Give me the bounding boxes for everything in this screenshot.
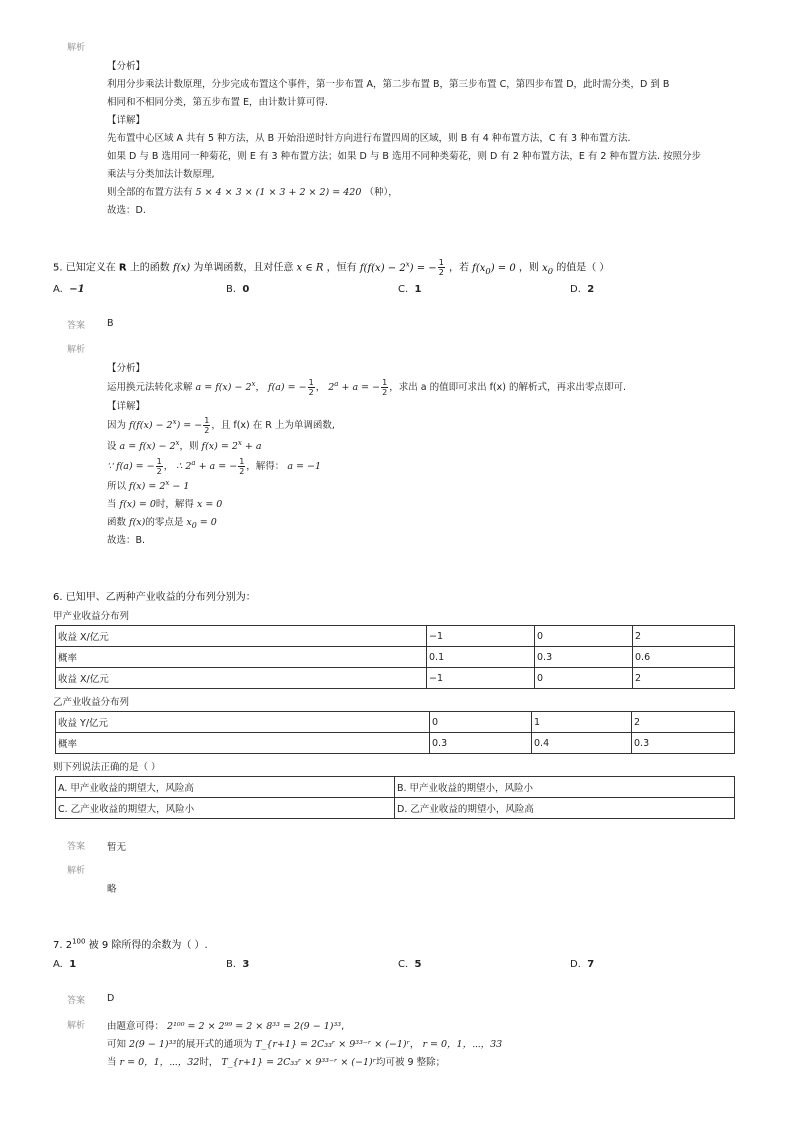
numerator: 1 — [308, 378, 314, 387]
subscript: 0 — [547, 265, 554, 276]
part: f(x) = 2 — [201, 441, 238, 452]
formula: 2¹⁰⁰ = 2 × 2⁹⁹ = 2 × 8³³ = 2(9 − 1)³³ — [167, 1021, 342, 1032]
formula — [542, 263, 553, 274]
option-value: 1 — [69, 959, 77, 970]
exponent: x — [251, 379, 256, 388]
text: ，恒有 — [326, 262, 357, 274]
denominator: 2 — [204, 426, 210, 435]
part: x — [542, 262, 548, 274]
text: 可知 — [107, 1039, 127, 1050]
table-cell: 0.6 — [633, 647, 735, 668]
text: 由题意可得： — [107, 1021, 165, 1032]
option-value: 1 — [414, 284, 422, 295]
option-d[interactable] — [570, 284, 594, 295]
detail-line — [107, 478, 189, 492]
text: ，解得： — [246, 461, 285, 472]
numerator: 1 — [204, 416, 210, 425]
part: ) = − — [176, 420, 203, 431]
table-cell: 2 — [632, 712, 735, 733]
part: + a = − — [195, 461, 238, 472]
part: + a — [241, 441, 262, 452]
numerator: 1 — [239, 457, 245, 466]
table-cell: 0.4 — [532, 733, 632, 754]
text: ， — [315, 382, 326, 393]
formula: 5 × 4 × 3 × (1 × 3 + 2 × 2) = 420 — [195, 187, 362, 198]
answer-label: 答案 — [67, 842, 86, 852]
detail-text: 如果 D 与 B 选用同一种菊花，则 E 有 3 种布置方法；如果 D 与 B 选用不同种类菊花，则 D 有 2 种布置方法，E 有 2 种布置方法. 按照分步 — [107, 151, 702, 162]
text: 为单调函数，且对任意 — [193, 262, 294, 274]
numerator: 1 — [438, 258, 444, 267]
part: ) = 0 — [490, 262, 516, 274]
option-b[interactable]: B. 甲产业收益的期望小，风险小 — [395, 777, 735, 798]
part: + a = − — [338, 382, 381, 393]
fraction — [203, 416, 210, 435]
text: 的值是（ ） — [556, 262, 610, 274]
table-cell: 0.3 — [430, 733, 532, 754]
option-c[interactable] — [398, 959, 422, 970]
analysis-label: 解析 — [67, 43, 86, 53]
detail-line — [107, 496, 222, 510]
option-a[interactable]: A. 甲产业收益的期望大，风险高 — [56, 777, 395, 798]
option-value: 2 — [587, 284, 595, 295]
formula: 2(9 − 1)³³ — [129, 1039, 177, 1050]
option-b[interactable] — [226, 959, 249, 970]
table-cell: 概率 — [56, 647, 427, 668]
exponent: 100 — [72, 937, 86, 946]
distribution-table-jia — [55, 625, 735, 689]
formula: x ∈ R — [296, 262, 324, 274]
question-stem — [53, 936, 208, 951]
text: 则全部的布置方法有 — [107, 187, 193, 198]
conclusion-text: 故选：D. — [107, 205, 146, 216]
answer-label: 答案 — [67, 321, 86, 331]
table-cell: −1 — [427, 626, 535, 647]
part: f(x — [472, 262, 486, 274]
text: 函数 — [107, 517, 127, 528]
text: ，则 — [518, 262, 539, 274]
formula — [359, 260, 437, 274]
detail-tag: 【详解】 — [107, 115, 146, 126]
part: ∴ 2 — [176, 461, 192, 472]
option-value: 0 — [242, 284, 250, 295]
text: 的零点是 — [145, 517, 184, 528]
denominator: 2 — [156, 467, 162, 476]
table-cell: 0.1 — [427, 647, 535, 668]
text: ，则 — [179, 441, 199, 452]
text: （种）， — [364, 187, 398, 198]
detail-text: 先布置中心区域 A 共有 5 种方法，从 B 开始沿逆时针方向进行布置四周的区域，则 B 有 4 种布置方法，C 有 3 种布置方法. — [107, 133, 631, 144]
table-row — [56, 712, 735, 733]
formula: T_{r+1} = 2C₃₃ʳ × 9³³⁻ʳ × (−1)ʳ — [255, 1039, 410, 1050]
analysis-line — [107, 1054, 445, 1068]
text: 的展开式的通项为 — [176, 1039, 253, 1050]
option-value: −1 — [69, 284, 85, 295]
option-a[interactable] — [53, 959, 76, 970]
option-a[interactable] — [53, 284, 85, 295]
part: a = f(x) − 2 — [195, 382, 252, 393]
denominator: 2 — [382, 388, 388, 397]
table-cell: 0.3 — [535, 647, 633, 668]
analysis-text — [107, 378, 626, 397]
option-letter: A. — [53, 959, 63, 970]
option-letter: B. — [226, 959, 237, 970]
part: f(x) = 2 — [129, 481, 166, 492]
text: ， — [409, 1039, 420, 1050]
option-letter: A. — [53, 284, 63, 295]
analysis-label: 解析 — [67, 345, 86, 355]
table-cell: −1 — [427, 668, 535, 689]
detail-line — [107, 438, 262, 452]
subscript: 0 — [191, 520, 197, 530]
text: 当 — [107, 1057, 117, 1068]
formula — [472, 263, 516, 274]
table-cell: 收益 X/亿元 — [56, 668, 427, 689]
table-cell: 1 — [532, 712, 632, 733]
answer-label: 答案 — [67, 996, 86, 1006]
options-table — [55, 776, 735, 819]
analysis-line — [107, 1018, 344, 1032]
table-cell: 收益 Y/亿元 — [56, 712, 430, 733]
part: 2 — [328, 382, 335, 393]
answer-value: D — [107, 993, 115, 1004]
question-stem — [53, 258, 609, 277]
text: 上的函数 — [129, 262, 170, 274]
formula: T_{r+1} = 2C₃₃ʳ × 9³³⁻ʳ × (−1)ʳ — [221, 1057, 377, 1068]
formula — [129, 478, 190, 492]
analysis-label: 解析 — [67, 1021, 86, 1031]
answer-value: B — [107, 318, 114, 329]
detail-text — [107, 184, 398, 198]
detail-line — [107, 514, 217, 530]
formula — [176, 458, 238, 472]
formula: ∵ f(a) = − — [107, 461, 155, 472]
option-value: 3 — [242, 959, 250, 970]
table-cell: 2 — [633, 668, 735, 689]
formula: f(a) = − — [268, 382, 307, 393]
formula: a = −1 — [287, 461, 321, 472]
table-cell: 2 — [633, 626, 735, 647]
detail-text: 乘法与分类加法计数原理, — [107, 169, 215, 180]
table-cell: 0 — [430, 712, 532, 733]
distribution-table-yi — [55, 711, 735, 754]
text: ， — [163, 461, 174, 472]
text: 5. 已知定义在 — [53, 262, 116, 274]
text: 当 — [107, 499, 117, 510]
option-letter: C. — [398, 959, 409, 970]
formula: x = 0 — [196, 499, 223, 510]
formula: r = 0，1，⋯，32 — [119, 1057, 200, 1068]
formula: f(x) = 0 — [119, 499, 156, 510]
exponent: x — [237, 438, 242, 447]
table-caption: 乙产业收益分布列 — [53, 697, 130, 708]
table-cell: 0.3 — [632, 733, 735, 754]
table-cell: 概率 — [56, 733, 430, 754]
option-c[interactable]: C. 乙产业收益的期望大，风险小 — [56, 798, 395, 819]
table-cell: 0 — [535, 668, 633, 689]
exponent: x — [405, 260, 410, 269]
exponent: a — [191, 458, 196, 467]
option-d[interactable]: D. 乙产业收益的期望小，风险高 — [395, 798, 735, 819]
exponent: x — [175, 438, 180, 447]
formula — [195, 379, 256, 393]
formula — [328, 379, 381, 393]
table-cell: 收益 X/亿元 — [56, 626, 427, 647]
option-letter: D. — [570, 959, 581, 970]
part: − 1 — [169, 481, 190, 492]
denominator: 2 — [438, 268, 444, 277]
text: 设 — [107, 441, 117, 452]
denominator: 2 — [239, 467, 245, 476]
set-symbol: R — [118, 262, 127, 274]
exponent: x — [165, 478, 170, 487]
table-row — [56, 798, 735, 819]
detail-line — [107, 457, 321, 476]
subscript: 0 — [485, 265, 491, 276]
part: f(f(x) − 2 — [359, 262, 406, 274]
formula — [119, 438, 180, 452]
part: x — [186, 517, 192, 528]
detail-line — [107, 416, 335, 435]
fraction — [156, 457, 163, 476]
text: 均可被 9 整除； — [376, 1057, 446, 1068]
option-value: 5 — [414, 959, 422, 970]
exponent: x — [172, 417, 177, 426]
option-letter: B. — [226, 284, 237, 295]
analysis-line — [107, 1036, 502, 1050]
table-caption: 甲产业收益分布列 — [53, 611, 130, 622]
fraction — [381, 378, 388, 397]
text: 运用换元法转化求解 — [107, 382, 193, 393]
analysis-text: 利用分步乘法计数原理，分步完成布置这个事件，第一步布置 A，第二步布置 B，第三步布置 C，第四步布置 D，此时需分类，D 到 B — [107, 79, 670, 90]
analysis-tag: 【分析】 — [107, 61, 146, 72]
part: ) = − — [409, 262, 437, 274]
question-prompt: 则下列说法正确的是（ ） — [53, 762, 161, 773]
part: = 0 — [196, 517, 217, 528]
table-row — [56, 777, 735, 798]
table-row — [56, 647, 735, 668]
text: 因为 — [107, 420, 127, 431]
analysis-text: 略 — [107, 884, 117, 895]
part: a = f(x) − 2 — [119, 441, 176, 452]
table-cell: 0 — [535, 626, 633, 647]
formula: r = 0，1，⋯，33 — [422, 1039, 503, 1050]
denominator: 2 — [308, 388, 314, 397]
formula: f(x) — [129, 517, 146, 528]
text: 被 9 除所得的余数为（ ）. — [85, 940, 208, 951]
text: 7. 2 — [53, 940, 73, 951]
formula: f(x) — [173, 262, 191, 274]
option-d[interactable] — [570, 959, 594, 970]
text: ， — [255, 382, 266, 393]
text: 时，解得 — [155, 499, 194, 510]
analysis-tag: 【分析】 — [107, 363, 146, 374]
part: f(f(x) − 2 — [129, 420, 173, 431]
table-row — [56, 733, 735, 754]
option-c[interactable] — [398, 284, 422, 295]
option-letter: D. — [570, 284, 581, 295]
exponent: a — [334, 379, 339, 388]
text: ，求出 a 的值即可求出 f(x) 的解析式，再求出零点即可. — [389, 382, 627, 393]
option-b[interactable] — [226, 284, 249, 295]
analysis-label: 解析 — [67, 866, 86, 876]
analysis-text: 相同和不相同分类，第五步布置 E，由计数计算可得. — [107, 97, 329, 108]
option-letter: C. — [398, 284, 409, 295]
text: , — [341, 1021, 345, 1032]
text: 所以 — [107, 481, 127, 492]
fraction — [308, 378, 315, 397]
conclusion-text: 故选：B. — [107, 535, 146, 546]
fraction — [238, 457, 245, 476]
answer-value: 暂无 — [107, 842, 127, 853]
numerator: 1 — [156, 457, 162, 466]
table-row — [56, 626, 735, 647]
text: ，若 — [448, 262, 469, 274]
fraction — [438, 258, 445, 277]
detail-tag: 【详解】 — [107, 401, 146, 412]
formula — [186, 517, 216, 528]
table-row — [56, 668, 735, 689]
option-value: 7 — [587, 959, 595, 970]
question-stem: 6. 已知甲、乙两种产业收益的分布列分别为： — [53, 592, 256, 603]
formula — [129, 417, 203, 431]
text: ，且 f(x) 在 R 上为单调函数, — [211, 420, 335, 431]
text: 时， — [199, 1057, 219, 1068]
numerator: 1 — [382, 378, 388, 387]
formula — [201, 438, 262, 452]
